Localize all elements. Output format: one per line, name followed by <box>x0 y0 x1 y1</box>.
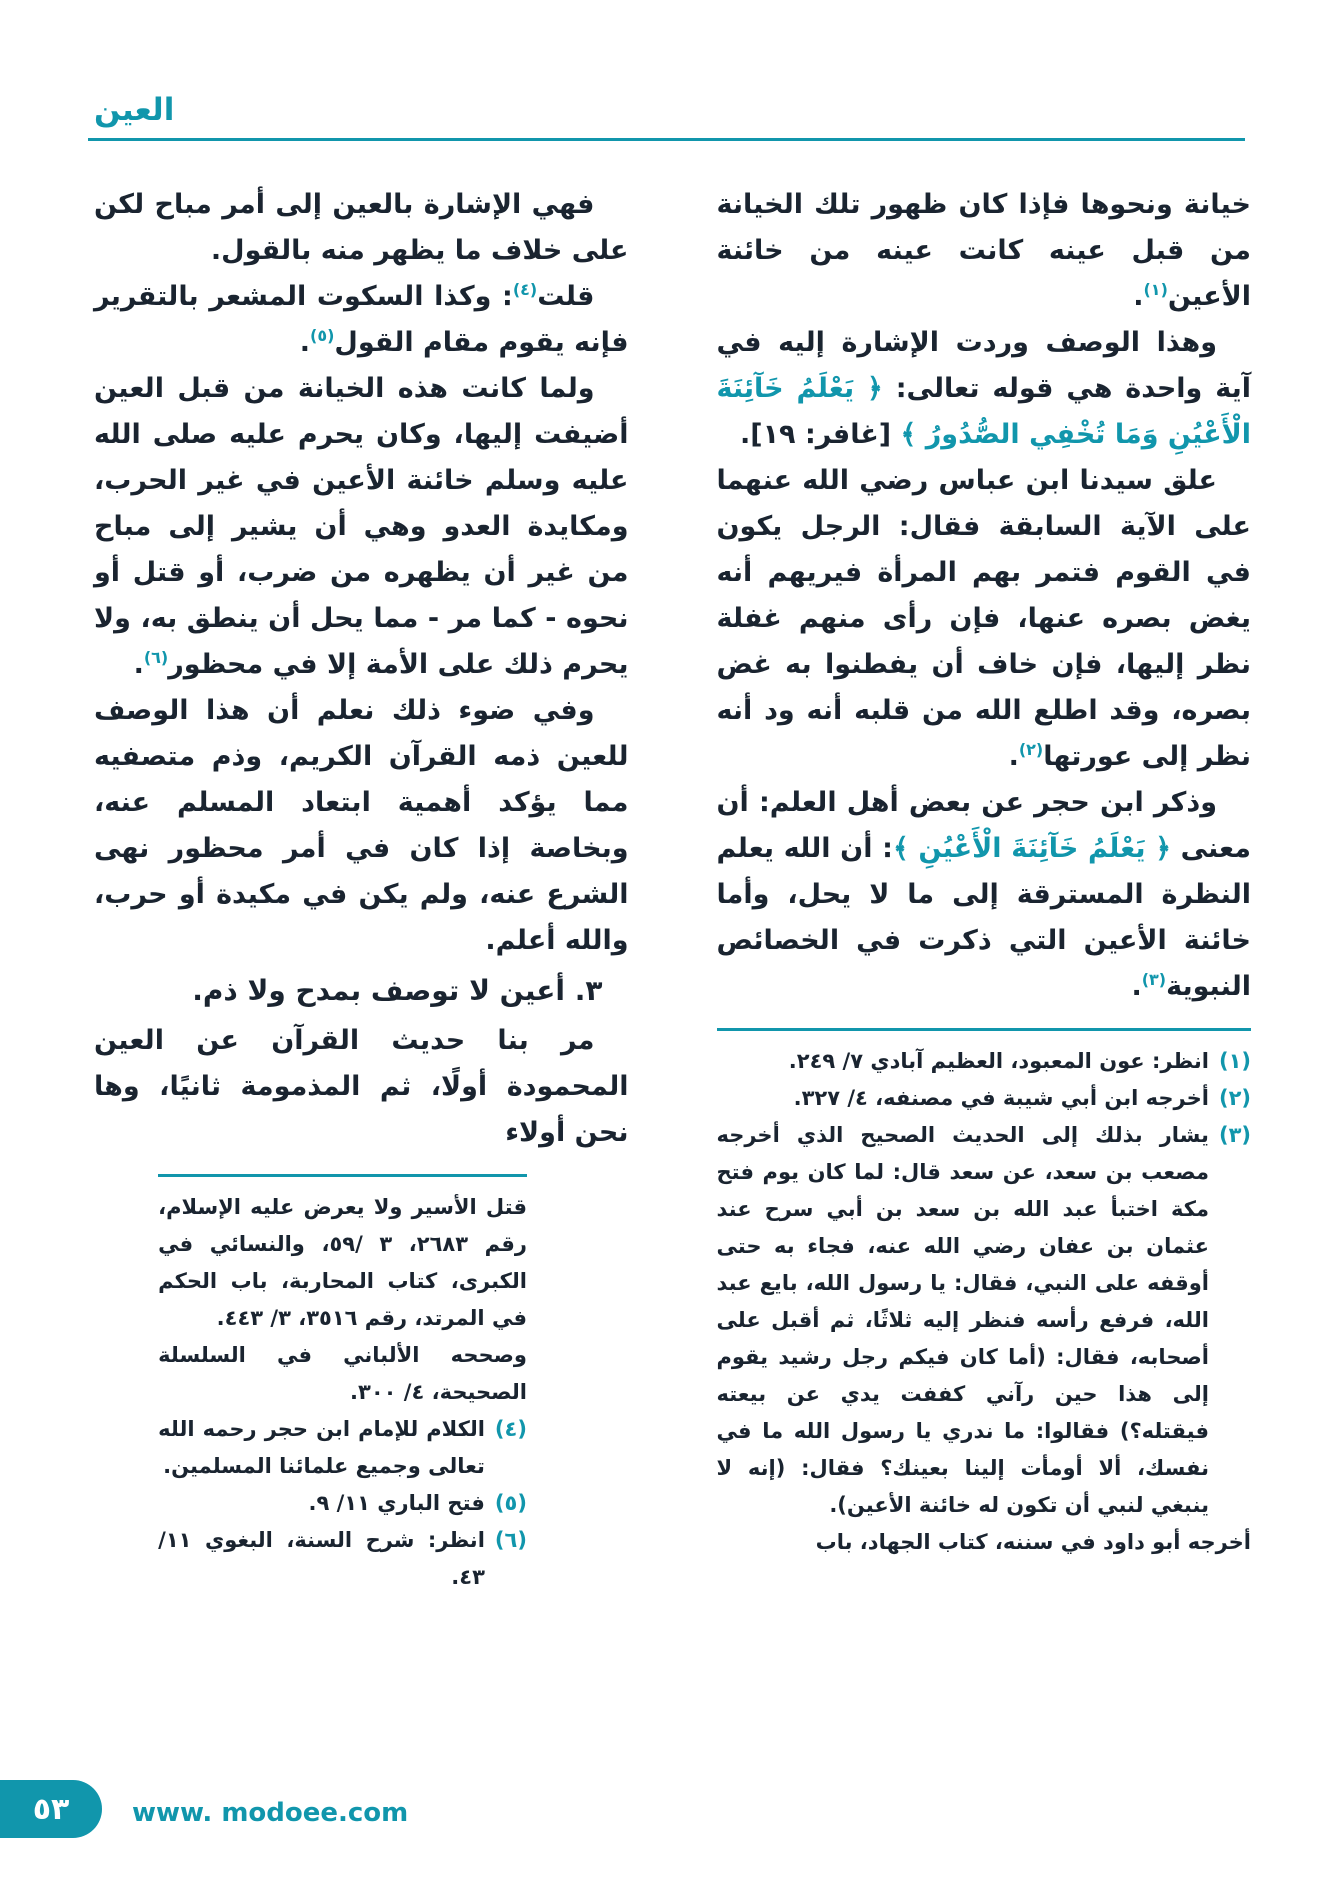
paragraph <box>94 1018 629 1156</box>
paragraph <box>94 274 629 366</box>
column-right-body <box>717 182 1252 1010</box>
column-left-body <box>94 182 629 1156</box>
footnote-text: الكلام للإمام ابن حجر رحمه الله تعالى وجميع علمائنا المسلمين. <box>158 1417 485 1478</box>
footnote-ref[interactable]: (٢) <box>1018 740 1044 759</box>
text-run: : أن الله يعلم النظرة المسترقة إلى ما لا يحل، وأما خائنة الأعين التي ذكرت في الخصائص النبوية <box>716 833 1251 1002</box>
paragraph <box>94 182 629 274</box>
quran-verse: ﴿ يَعْلَمُ خَآئِنَةَ الْأَعْيُنِ وَمَا تُخْفِي الصُّدُورُ ﴾ <box>716 373 1251 450</box>
text-run: . <box>133 649 144 680</box>
text-run: [غافر: ١٩]. <box>739 419 901 450</box>
footnote <box>158 1485 527 1522</box>
text-run: ٣. أعين لا توصف بمدح ولا ذم. <box>192 974 603 1007</box>
footnote <box>158 1411 527 1485</box>
text-run: مر بنا حديث القرآن عن العين المحمودة أولًا، ثم المذمومة ثانيًا، وها نحن أولاء <box>94 1025 629 1148</box>
footnote-number: (١) <box>1218 1049 1251 1073</box>
footnote <box>717 1117 1252 1524</box>
footnote <box>158 1337 527 1411</box>
text-run: وهذا الوصف وردت الإشارة إليه في آية واحدة هي قوله تعالى: <box>716 327 1251 404</box>
paragraph <box>94 366 629 688</box>
text-run: فهي الإشارة بالعين إلى أمر مباح لكن على خلاف ما يظهر منه بالقول. <box>94 189 629 266</box>
footnote-ref[interactable]: (٦) <box>143 648 169 667</box>
text-columns <box>94 182 1251 1596</box>
footnote-text: يشار بذلك إلى الحديث الصحيح الذي أخرجه مصعب بن سعد، عن سعد قال: لما كان يوم فتح مكة اختبأ عبد الله بن سعد بن أبي سرح عند عثمان بن عفان رضي الله عنه، فجاء به حتى أوقفه على النبي، فقال: يا رسول الله، بايع عبد الله، فرفع رأسه فنظر إليه ثلاثًا، ثم أقبل على أصحابه، فقال: (أما كان فيكم رجل رشيد يقوم إلى هذا حين رآني كففت يدي عن بيعته فيقتله؟) فقالوا: ما ندري يا رسول الله ما في نفسك، ألا أومأت إلينا بعينك؟ فقال: (إنه لا ينبغي لنبي أن تكون له خائنة الأعين). <box>716 1123 1209 1517</box>
footnote-number: (٦) <box>494 1528 527 1552</box>
text-run: . <box>1131 971 1142 1002</box>
column-left-footnotes <box>158 1174 527 1596</box>
footnote-ref[interactable]: (٤) <box>512 280 538 299</box>
paragraph <box>717 182 1252 320</box>
text-run: . <box>299 327 311 358</box>
text-run: وذكر ابن حجر عن بعض أهل العلم: أن معنى <box>716 787 1251 864</box>
text-run: ولما كانت هذه الخيانة من قبل العين أضيفت إليها، وكان يحرم عليه صلى الله عليه وسلم خائنة الأعين في غير الحرب، ومكايدة العدو وهي أن يشير إلى مباح من غير أن يظهره من ضرب، أو قتل أو نحوه - كما مر - مما يحل أن ينطق به، ولا يحرم ذلك على الأمة إلا في محظور <box>94 373 629 680</box>
footnote <box>158 1189 527 1337</box>
footnote-separator <box>158 1174 527 1177</box>
footnote-ref[interactable]: (١) <box>1143 280 1168 299</box>
footnote-text: قتل الأسير ولا يعرض عليه الإسلام، رقم ٢٦٨٣، ٣ /٥٩، والنسائي في الكبرى، كتاب المحاربة، باب الحكم في المرتد، رقم ٣٥١٦، ٣/ ٤٤٣. <box>158 1195 527 1330</box>
text-run: علق سيدنا ابن عباس رضي الله عنهما على الآية السابقة فقال: الرجل يكون في القوم فتمر بهم المرأة فيريهم أنه يغض بصره عنها، فإن رأى منهم غفلة نظر إليها، فإن خاف أن يفطنوا به غض بصره، وقد اطلع الله من قلبه أنه ود أنه نظر إلى عورتها <box>716 465 1251 772</box>
quran-verse: ﴿ يَعْلَمُ خَآئِنَةَ الْأَعْيُنِ ﴾ <box>892 833 1172 864</box>
footnote-ref[interactable]: (٣) <box>1141 970 1167 989</box>
section-heading <box>94 968 629 1014</box>
footnote-text: أخرجه ابن أبي شيبة في مصنفه، ٤/ ٣٢٧. <box>793 1086 1209 1110</box>
text-run: . <box>1008 741 1019 772</box>
page-header <box>88 92 1245 141</box>
text-run: خيانة ونحوها فإذا كان ظهور تلك الخيانة من قبل عينه كانت عينه من خائنة الأعين <box>716 189 1251 312</box>
paragraph <box>94 688 629 964</box>
footnote <box>717 1043 1252 1080</box>
column-right-footnotes <box>717 1028 1252 1561</box>
running-head-title: العين <box>94 92 175 128</box>
text-run: وفي ضوء ذلك نعلم أن هذا الوصف للعين ذمه القرآن الكريم، وذم متصفيه مما يؤكد أهمية ابتعاد المسلم عنه، وبخاصة إذا كان في أمر محظور نهى الشرع عنه، ولم يكن في مكيدة أو حرب، والله أعلم. <box>94 695 629 956</box>
column-left <box>94 182 629 1596</box>
footnote <box>717 1080 1252 1117</box>
paragraph <box>717 320 1252 458</box>
footnote-text: انظر: شرح السنة، البغوي ١١/ ٤٣. <box>158 1528 485 1589</box>
column-right <box>717 182 1252 1596</box>
text-run: قلت <box>537 281 595 312</box>
page-content <box>94 182 1251 1596</box>
footnote <box>158 1522 527 1596</box>
footnote-separator <box>717 1028 1252 1031</box>
page-number: ٥٣ <box>32 1791 70 1827</box>
footnote-text: أخرجه أبو داود في سننه، كتاب الجهاد، باب <box>815 1530 1251 1554</box>
footnote-number: (٤) <box>494 1417 527 1441</box>
footnote-ref[interactable]: (٥) <box>310 326 335 345</box>
footnote <box>717 1524 1252 1561</box>
text-run: . <box>1133 281 1144 312</box>
footnote-number: (٣) <box>1218 1123 1251 1147</box>
footnote-number: (٥) <box>494 1491 527 1515</box>
footnote-text: انظر: عون المعبود، العظيم آبادي ٧/ ٢٤٩. <box>788 1049 1209 1073</box>
footnote-text: وصححه الألباني في السلسلة الصحيحة، ٤/ ٣٠٠. <box>158 1343 527 1404</box>
paragraph <box>717 458 1252 780</box>
page-number-badge <box>0 1780 102 1838</box>
paragraph <box>717 780 1252 1010</box>
footnote-list <box>158 1189 527 1596</box>
footnote-list <box>717 1043 1252 1561</box>
website-url[interactable]: www. modoee.com <box>132 1798 409 1828</box>
footnote-number: (٢) <box>1218 1086 1251 1110</box>
text-run: : وكذا السكوت المشعر بالتقرير فإنه يقوم مقام القول <box>94 281 629 358</box>
footnote-text: فتح الباري ١١/ ٩. <box>308 1491 485 1515</box>
header-rule <box>88 138 1245 141</box>
